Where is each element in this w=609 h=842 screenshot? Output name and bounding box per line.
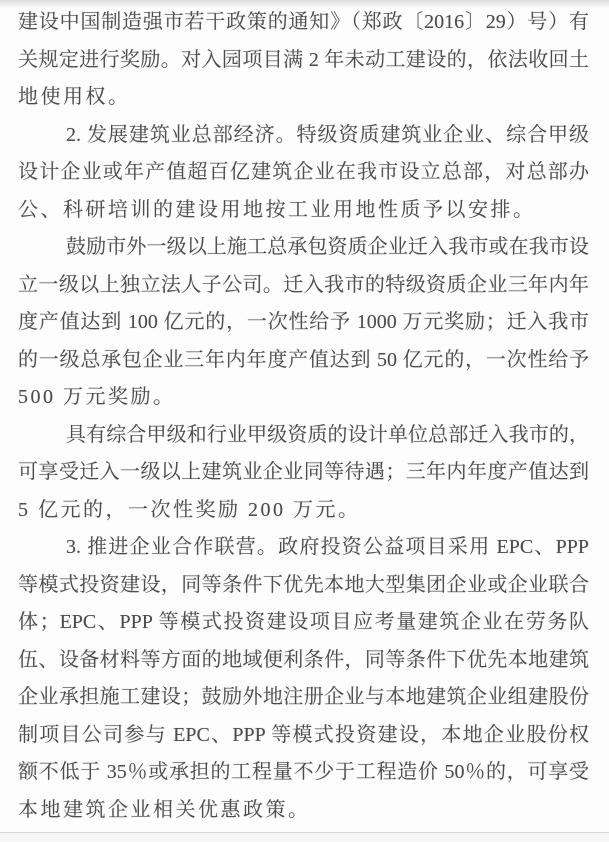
text-line: 企业承担施工建设；鼓励外地注册企业与本地建筑企业组建股份 xyxy=(18,686,589,708)
text-line: 本地建筑企业相关优惠政策。 xyxy=(18,798,311,821)
text-line: 3. 推进企业合作联营。政府投资公益项目采用 EPC、PPP xyxy=(66,536,589,558)
text-line: 立一级以上独立法人子公司。迁入我市的特级资质企业三年内年 xyxy=(18,273,589,296)
text-line: 额不低于 35％或承担的工程量不少于工程造价 50％的，可享受 xyxy=(18,761,589,783)
text-line: 度产值达到 100 亿元的，一次性给予 1000 万元奖励；迁入我市 xyxy=(18,311,589,333)
text-line: 5 亿元的，一次性奖励 200 万元。 xyxy=(18,498,361,521)
text-line: 设计企业或年产值超百亿建筑企业在我市设立总部，对总部办 xyxy=(18,161,589,183)
text-line: 等模式投资建设，同等条件下优先本地大型集团企业或企业联合 xyxy=(18,573,589,596)
text-line: 500 万元奖励。 xyxy=(18,386,176,408)
text-line: 伍、设备材料等方面的地域便利条件，同等条件下优先本地建筑 xyxy=(18,648,589,671)
text-line: 地使用权。 xyxy=(18,86,131,108)
text-line: 公、科研培训的建设用地按工业用地性质予以安排。 xyxy=(18,198,536,221)
text-line: 2. 发展建筑业总部经济。特级资质建筑业企业、综合甲级 xyxy=(66,123,589,146)
text-line: 具有综合甲级和行业甲级资质的设计单位总部迁入我市的， xyxy=(66,423,589,446)
text-line: 体；EPC、PPP 等模式投资建设项目应考量建筑企业在劳务队 xyxy=(18,611,589,633)
text-line: 建设中国制造强市若干政策的通知》（郑政〔2016〕29）号）有 xyxy=(18,11,589,33)
page-bottom-edge xyxy=(0,832,609,842)
text-line: 鼓励市外一级以上施工总承包资质企业迁入我市或在我市设 xyxy=(66,236,589,258)
document-body xyxy=(18,4,589,829)
text-line: 制项目公司参与 EPC、PPP 等模式投资建设，本地企业股份权 xyxy=(18,723,589,746)
text-line: 可享受迁入一级以上建筑业企业同等待遇；三年内年度产值达到 xyxy=(18,461,589,483)
text-line: 关规定进行奖励。对入园项目满 2 年未动工建设的，依法收回土 xyxy=(18,48,589,71)
text-line: 的一级总承包企业三年内年度产值达到 50 亿元的，一次性给予 xyxy=(18,348,589,371)
